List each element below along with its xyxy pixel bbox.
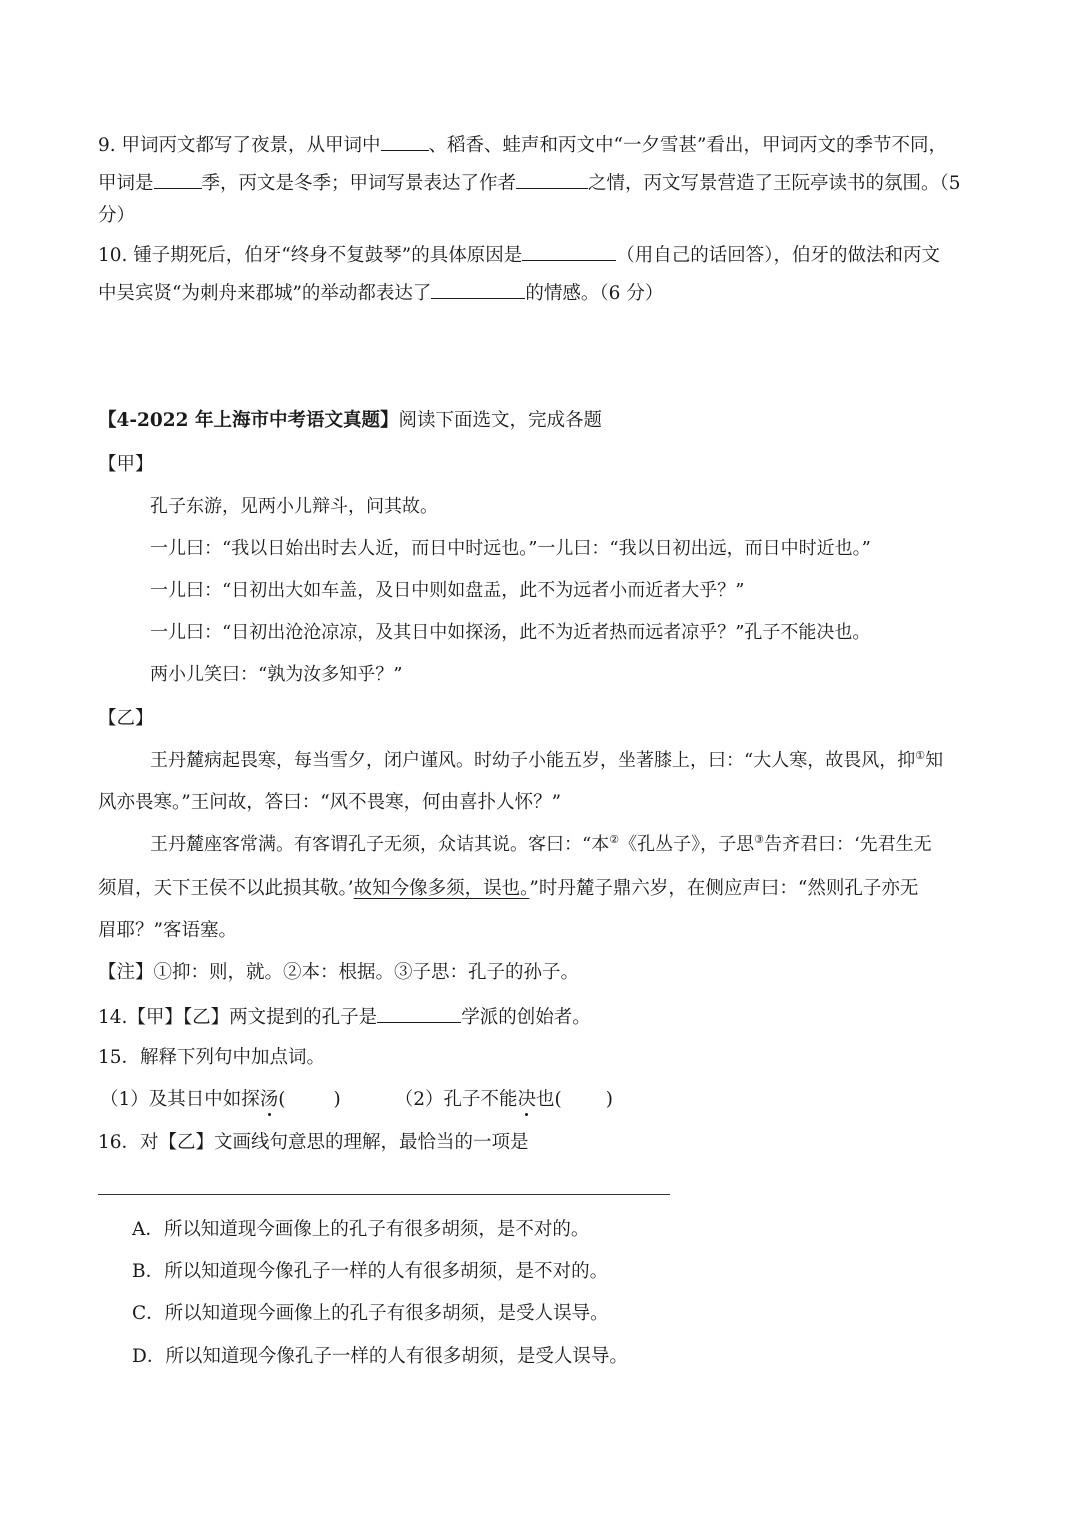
q16-option-c[interactable]: C．所以知道现今画像上的孔子有很多胡须，是受人误导。 (132, 1303, 609, 1324)
q16-option-a[interactable]: A．所以知道现今画像上的孔子有很多胡须，是不对的。 (132, 1219, 590, 1240)
q16-option-b[interactable]: B．所以知道现今像孔子一样的人有很多胡须，是不对的。 (132, 1261, 609, 1282)
q9-text: 甲词是 (98, 173, 154, 194)
q9-text: 9. 甲词丙文都写了夜景，从甲词中 (98, 135, 381, 156)
footnote-marker: ② (609, 833, 620, 846)
q9-blank-2[interactable] (154, 169, 202, 189)
q9-text: 分） (98, 205, 136, 226)
q14: 14.【甲】【乙】两文提到的孔子是 学派的创始者。 (98, 1003, 591, 1031)
q10-blank-2[interactable] (431, 279, 525, 299)
section-title: 【4-2022 年上海市中考语文真题】 (98, 410, 399, 431)
q9-text: 季，丙文是冬季；甲词写景表达了作者 (201, 173, 517, 194)
q9-line2 (98, 169, 961, 197)
answer-line (98, 1194, 670, 1195)
passage-jia-para: 两小儿笑曰：“孰为汝多知乎？” (150, 664, 403, 685)
q10-text: 10. 锺子期死后，伯牙“终身不复鼓琴”的具体原因是 (98, 245, 523, 266)
passage-yi-para1: 王丹麓病起畏寒，每当雪夕，闭户谨风。时幼子小能五岁，坐著膝上，曰：“大人寒，故畏风，抑①知 (150, 749, 944, 771)
q15-title: 15．解释下列句中加点词。 (98, 1047, 326, 1068)
passage-yi-para2: 王丹麓座客常满。有客谓孔子无须，众诘其说。客曰：“本②《孔丛子》，子思③告齐君曰：‘先君生无 (150, 833, 932, 855)
q10-text: 中吴宾贤“为刺舟来郡城”的举动都表达了 (98, 283, 432, 304)
q16-title: 16．对【乙】文画线句意思的理解，最恰当的一项是 (98, 1132, 529, 1153)
passage-jia-para: 孔子东游，见两小儿辩斗，问其故。 (150, 496, 438, 517)
passage-yi-para1-cont: 风亦畏寒。”王问故，答曰：“风不畏寒，何由喜扑人怀？” (98, 792, 562, 813)
section-instruction: 阅读下面选文，完成各题 (398, 410, 602, 431)
passage-jia-para: 一儿曰：“我以日始出时去人近，而日中时远也。”一儿曰：“我以日初出远，而日中时近也。” (150, 538, 871, 559)
section-header (98, 408, 602, 434)
dotted-word: 决 (517, 1089, 537, 1110)
q15-items: （1）及其日中如探汤( ) （2）孔子不能决也( ) (100, 1089, 613, 1110)
passage-yi-para2-end: 眉耶？”客语塞。 (98, 920, 237, 941)
q10-line2 (98, 279, 663, 307)
q9-blank-1[interactable] (381, 131, 429, 151)
dotted-word: 汤 (259, 1089, 279, 1110)
passage-yi-para2-cont: 须眉，天下王侯不以此损其敬。’故知今像多须，误也。”时丹麓子鼎六岁，在侧应声曰：“然则孔子亦无 (98, 878, 919, 899)
q9-blank-3[interactable] (516, 169, 588, 189)
q9-text: 、稻香、蛙声和丙文中“一夕雪甚”看出，甲词丙文的季节不同， (428, 135, 947, 156)
footnote-marker: ③ (754, 833, 764, 846)
q9-text: 之情，丙文写景营造了王阮亭读书的氛围。（5 (588, 173, 961, 194)
q16-option-d[interactable]: D．所以知道现今像孔子一样的人有很多胡须，是受人误导。 (132, 1346, 628, 1367)
passage-jia-para: 一儿曰：“日初出大如车盖，及日中则如盘盂，此不为远者小而近者大乎？” (150, 580, 745, 601)
q9-line1 (98, 131, 947, 159)
passage-jia-label: 【甲】 (98, 454, 154, 475)
q10-text: （用自己的话回答），伯牙的做法和丙文 (616, 245, 940, 266)
q10-line1 (98, 241, 940, 269)
q9-line3 (98, 203, 135, 229)
underlined-sentence: 故知今像多须，误也。 (353, 878, 530, 899)
passage-yi-label: 【乙】 (98, 708, 154, 729)
footnote: 【注】①抑：则，就。②本：根据。③子思：孔子的孙子。 (98, 962, 580, 983)
q10-blank-1[interactable] (522, 241, 616, 261)
passage-jia-para: 一儿曰：“日初出沧沧凉凉，及其日中如探汤，此不为近者热而远者凉乎？”孔子不能决也。 (150, 622, 871, 643)
q10-text: 的情感。（6 分） (525, 283, 664, 304)
q14-blank[interactable] (377, 1003, 461, 1023)
footnote-marker: ① (915, 749, 926, 762)
